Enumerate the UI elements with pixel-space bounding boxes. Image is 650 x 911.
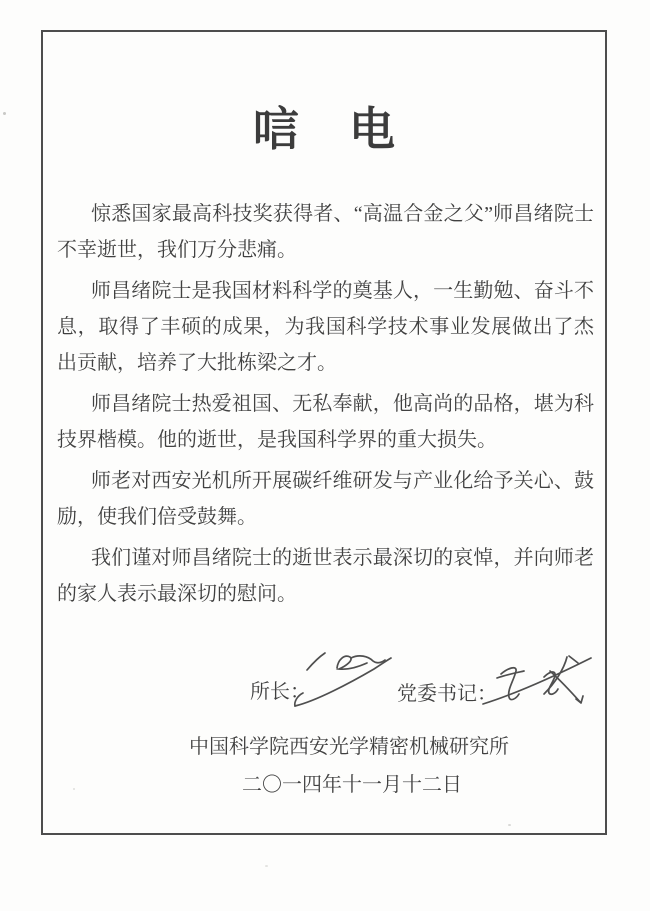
paragraph-4: 师老对西安光机所开展碳纤维研发与产业化给予关心、鼓励，使我们倍受鼓舞。 [57,470,594,528]
scan-speck [3,112,6,115]
scan-speck [73,788,75,790]
scan-speck [508,824,511,826]
director-label: 所长： [250,681,310,703]
scan-speck [265,865,268,867]
secretary-label: 党委书记： [397,683,497,705]
letter-body [57,196,594,617]
letter-title: 唁 电 [253,104,397,155]
secretary-signature-icon [477,649,601,719]
director-signature-icon [288,647,400,713]
paragraph-3: 师昌绪院士热爱祖国、无私奉献，他高尚的品格，堪为科技界楷模。他的逝世，是我国科学界的重大损失。 [57,393,594,451]
paragraph-5: 我们谨对师昌绪院士的逝世表示最深切的哀悼，并向师老的家人表示最深切的慰问。 [57,547,594,605]
institution-name: 中国科学院西安光学精密机械研究所 [189,736,509,758]
letter-date: 二〇一四年十一月十二日 [242,774,462,796]
paragraph-2: 师昌绪院士是我国材料科学的奠基人，一生勤勉、奋斗不息，取得了丰硕的成果，为我国科学技术事业发展做出了杰出贡献，培养了大批栋梁之才。 [57,280,594,374]
signature-row [0,645,650,725]
paragraph-1: 惊悉国家最高科技奖获得者、“高温合金之父”师昌绪院士不幸逝世，我们万分悲痛。 [57,203,594,261]
